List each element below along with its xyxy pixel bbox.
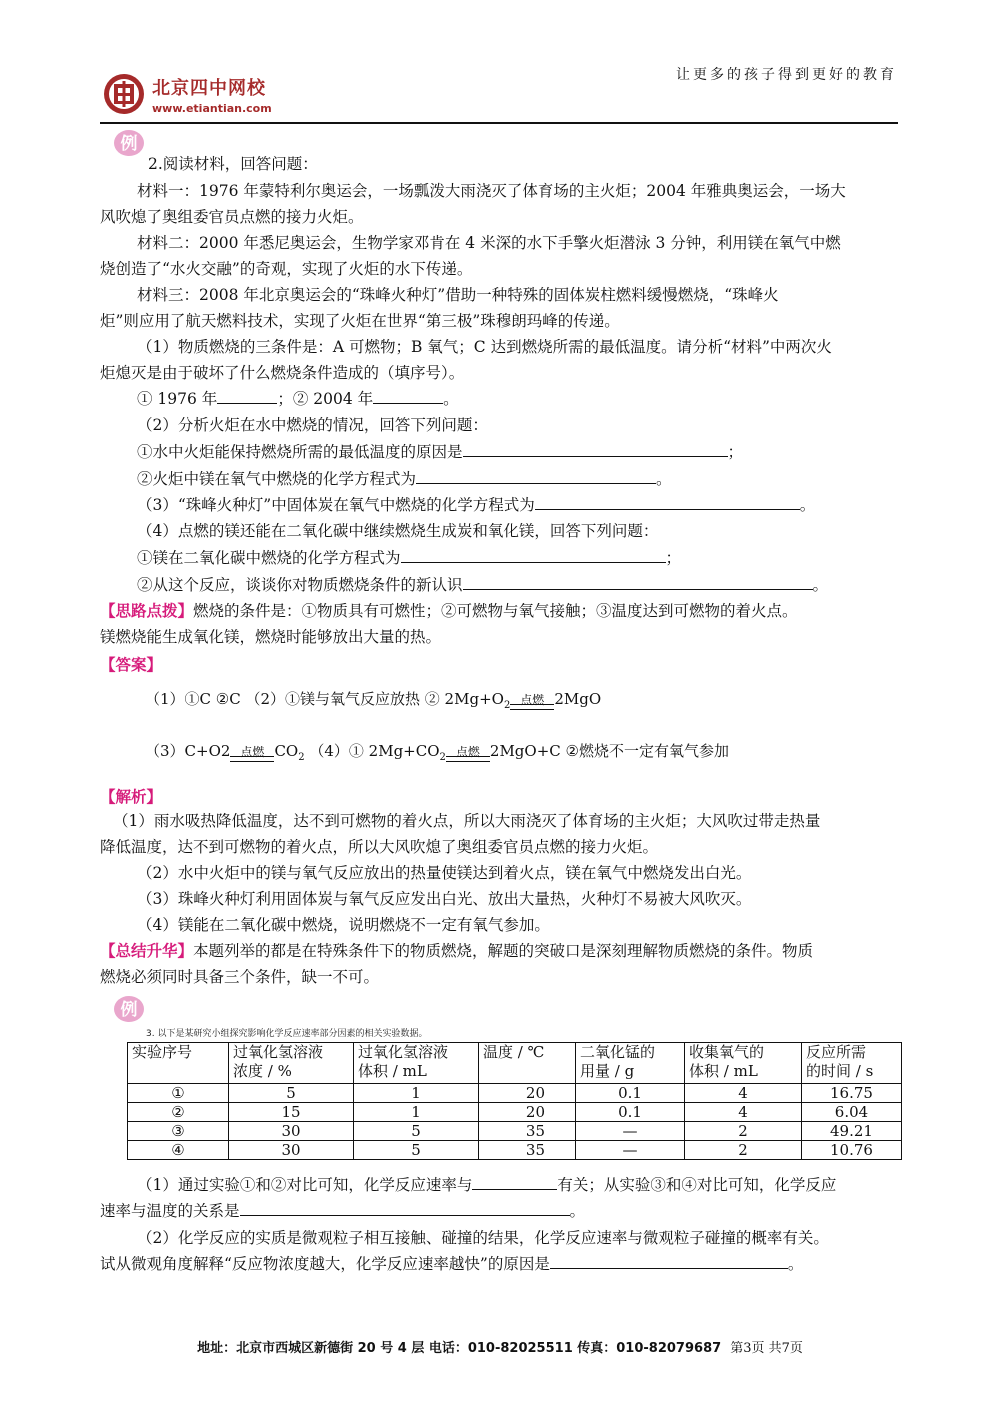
- hint-tag: 【思路点拨】: [100, 602, 194, 620]
- reaction-condition: 点燃: [446, 743, 490, 760]
- q3-part1-b: 速率与温度的关系是 。: [100, 1202, 586, 1220]
- summary-line-a: 【总结升华】本题列举的都是在特殊条件下的物质燃烧，解题的突破口是深刻理解物质燃烧的条件。物质: [100, 942, 814, 960]
- q3-intro: 3. 以下是某研究小组探究影响化学反应速率部分因素的相关实验数据。: [146, 1029, 428, 1039]
- table-header-row: [128, 1043, 902, 1084]
- logo-name: 北京四中网校: [152, 78, 266, 99]
- answer-blank[interactable]: [463, 575, 813, 590]
- header-rule: [100, 122, 898, 124]
- q2-material2-a: 材料二：2000 年悉尼奥运会，生物学家邓肯在 4 米深的水下手擎火炬潜泳 3 分钟，利用镁在氧气中燃: [137, 234, 841, 252]
- q3-part2-a: （2）化学反应的实质是微观粒子相互接触、碰撞的结果，化学反应速率与微观粒子碰撞的概率有关。: [137, 1229, 829, 1247]
- table-header: 收集氧气的 体积 / mL: [685, 1043, 802, 1084]
- answer-blank[interactable]: [240, 1201, 570, 1216]
- answer-blank[interactable]: [373, 389, 443, 404]
- answer-blank[interactable]: [217, 389, 277, 404]
- q2-material1-a: 材料一：1976 年蒙特利尔奥运会，一场瓢泼大雨浇灭了体育场的主火炬；2004 年雅典奥运会，一场大: [137, 182, 846, 200]
- answer-blank[interactable]: [550, 1254, 788, 1269]
- analysis-1a: （1）雨水吸热降低温度，达不到可燃物的着火点，所以大雨浇灭了体育场的主火炬；大风吹过带走热量: [113, 812, 821, 830]
- q2-part2-b: ②火炬中镁在氧气中燃烧的化学方程式为 。: [137, 470, 672, 488]
- q2-part3: （3）“珠峰火种灯”中固体炭在氧气中燃烧的化学方程式为 。: [137, 496, 816, 514]
- answer-blank[interactable]: [416, 469, 656, 484]
- q3-part2-b: 试从微观角度解释“反应物浓度越大，化学反应速率越快”的原因是 。: [100, 1255, 804, 1273]
- page-number: 第3页 共7页: [730, 1341, 803, 1356]
- table-header: 反应所需 的时间 / s: [802, 1043, 902, 1084]
- example-badge-icon: [112, 993, 146, 1023]
- table-row: ③ 30 5 35 — 2 49.21: [128, 1122, 902, 1141]
- answer-blank[interactable]: [472, 1175, 557, 1190]
- reaction-condition: 点燃: [230, 743, 274, 760]
- table-header: 实验序号: [128, 1043, 229, 1084]
- q2-part4-a: ①镁在二氧化碳中燃烧的化学方程式为 ；: [137, 549, 682, 567]
- q2-part1-a: （1）物质燃烧的三条件是：A 可燃物；B 氧气；C 达到燃烧所需的最低温度。请分析“材料”中两次火: [137, 338, 832, 356]
- reaction-condition: 点燃: [510, 691, 554, 708]
- logo-url: www.etiantian.com: [152, 102, 272, 115]
- analysis-tag: 【解析】: [100, 788, 163, 806]
- answer-blank[interactable]: [463, 442, 728, 457]
- q2-title: 2.阅读材料，回答问题：: [148, 155, 318, 173]
- analysis-3: （3）珠峰火种灯利用固体炭与氧气反应发出白光、放出大量热，火种灯不易被大风吹灭。: [137, 890, 752, 908]
- answer-line-1: （1）①C ②C （2）①镁与氧气反应放热 ② $2Mg+O_2$ 点燃 2MgO: [145, 690, 602, 711]
- table-row: ④ 30 5 35 — 2 10.76: [128, 1141, 902, 1160]
- analysis-1b: 降低温度，达不到可燃物的着火点，所以大风吹熄了奥组委官员点燃的接力火炬。: [100, 838, 659, 856]
- q2-part1-c: ① 1976 年 ；② 2004 年 。: [137, 390, 459, 408]
- table-header: 过氧化氢溶液 体积 / mL: [354, 1043, 479, 1084]
- svg-text:例: 例: [120, 1000, 138, 1020]
- experiment-table: [127, 1042, 902, 1160]
- answer-blank[interactable]: [535, 495, 800, 510]
- footer-address: 地址：北京市西城区新德街 20 号 4 层 电话：010-82025511 传真：010-82079687: [197, 1341, 722, 1356]
- answer-tag: 【答案】: [100, 656, 163, 674]
- table-row: ② 15 1 20 0.1 4 6.04: [128, 1103, 902, 1122]
- summary-line-b: 燃烧必须同时具备三个条件，缺一不可。: [100, 968, 380, 986]
- example-badge-icon: [112, 127, 146, 157]
- summary-tag: 【总结升华】: [100, 942, 194, 960]
- analysis-4: （4）镁能在二氧化碳中燃烧，说明燃烧不一定有氧气参加。: [137, 916, 550, 934]
- q2-part1-b: 炬熄灭是由于破坏了什么燃烧条件造成的（填序号）。: [100, 364, 465, 382]
- q2-material1-b: 风吹熄了奥组委官员点燃的接力火炬。: [100, 208, 364, 226]
- q2-part2-a: ①水中火炬能保持燃烧所需的最低温度的原因是 ；: [137, 443, 744, 461]
- header-slogan: 让更多的孩子得到更好的教育: [676, 67, 897, 83]
- svg-text:例: 例: [120, 134, 138, 154]
- hint-line-b: 镁燃烧能生成氧化镁，燃烧时能够放出大量的热。: [100, 628, 442, 646]
- page-footer: [0, 1337, 1000, 1356]
- q2-material3-b: 炬”则应用了航天燃料技术，实现了火炬在世界“第三极”珠穆朗玛峰的传递。: [100, 312, 620, 330]
- analysis-2: （2）水中火炬中的镁与氧气反应放出的热量使镁达到着火点，镁在氧气中燃烧发出白光。: [137, 864, 752, 882]
- table-header: 过氧化氢溶液 浓度 / %: [229, 1043, 354, 1084]
- q2-part4: （4）点燃的镁还能在二氧化碳中继续燃烧生成炭和氧化镁，回答下列问题：: [137, 522, 659, 540]
- table-header: 二氧化锰的 用量 / g: [576, 1043, 685, 1084]
- answer-line-2: （3）C+O2 点燃 $CO_2$ （4）① $2Mg+CO_2$ 点燃 2MgO+C ②燃烧不一定有氧气参加: [145, 742, 729, 763]
- q2-material2-b: 烧创造了“水火交融”的奇观，实现了火炬的水下传递。: [100, 260, 473, 278]
- q2-part4-b: ②从这个反应，谈谈你对物质燃烧条件的新认识 。: [137, 576, 829, 594]
- q3-part1-a: （1）通过实验①和②对比可知，化学反应速率与 有关；从实验③和④对比可知，化学反应: [137, 1176, 837, 1194]
- table-header: 温度 / ℃: [479, 1043, 576, 1084]
- table-row: ① 5 1 20 0.1 4 16.75: [128, 1084, 902, 1103]
- q2-material3-a: 材料三：2008 年北京奥运会的“珠峰火种灯”借助一种特殊的固体炭柱燃料缓慢燃烧，“珠峰火: [137, 286, 779, 304]
- hint-line-a: 【思路点拨】燃烧的条件是：①物质具有可燃性；②可燃物与氧气接触；③温度达到可燃物的着火点。: [100, 602, 798, 620]
- answer-blank[interactable]: [401, 548, 666, 563]
- q2-part2: （2）分析火炬在水中燃烧的情况，回答下列问题：: [137, 416, 488, 434]
